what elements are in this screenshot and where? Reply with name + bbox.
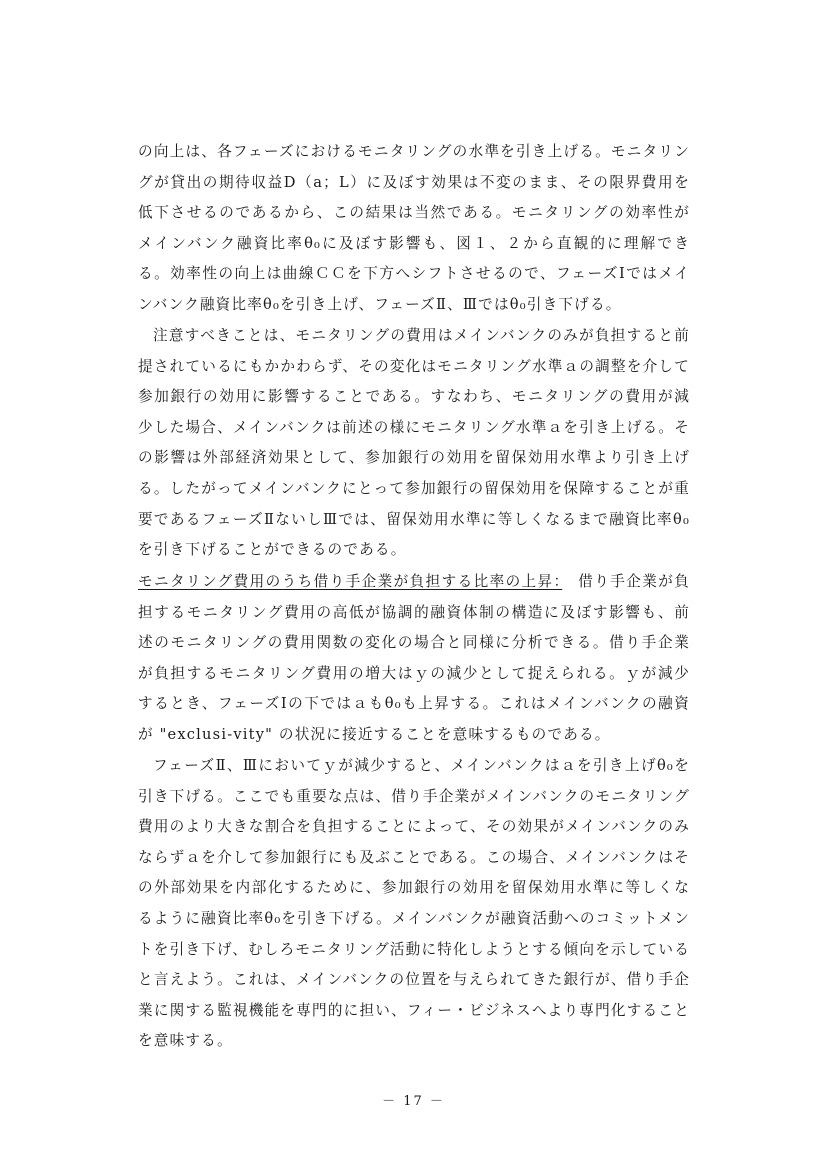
paragraph-body: 借り手企業が負担するモニタリング費用の高低が協調的融資体制の構造に及ぼす影響も、前述のモニタリングの費用関数の変化の場合と同様に分析できる。借り手企業が負担するモニタリング費用の増大はｙの減少として捉えられる。ｙが減少するとき、フェーズⅠの下ではａもθ₀も上昇する。これはメインバンクの融資が "exclusi-vity" の状況に接近することを意味するものである。	[138, 573, 691, 743]
paragraph-external-effect: 注意すべきことは、モニタリングの費用はメインバンクのみが負担すると前提されているにもかかわらず、その変化はモニタリング水準ａの調整を介して参加銀行の効用に影響することである。すなわち、モニタリングの費用が減少した場合、メインバンクは前述の様にモニタリング水準ａを引き上げる。その影響は外部経済効果として、参加銀行の効用を留保効用水準より引き上げる。したがってメインバンクにとって参加銀行の留保効用を保障することが重要であるフェーズⅡないしⅢでは、留保効用水準に等しくなるまで融資比率θ₀を引き下げることができるのである。	[138, 327, 690, 559]
paragraph-borrower-cost-share	[138, 567, 690, 751]
page-number: － 17 －	[382, 1094, 445, 1109]
paragraph-efficiency-effect: の向上は、各フェーズにおけるモニタリングの水準を引き上げる。モニタリングが貸出の期待収益D（a；L）に及ぼす効果は不変のまま、その限界費用を低下させるのであるから、この結果は当然である。モニタリングの効率性がメインバンク融資比率θ₀に及ぼす影響も、図１、２から直観的に理解できる。効率性の向上は曲線ＣＣを下方へシフトさせるので、フェーズⅠではメインバンク融資比率θ₀を引き上げ、フェーズⅡ、Ⅲではθ₀引き下げる。	[138, 143, 690, 313]
paragraph-phase-2-3: フェーズⅡ、Ⅲにおいてｙが減少すると、メインバンクはａを引き上げθ₀を引き下げる。ここでも重要な点は、借り手企業がメインバンクのモニタリング費用のより大きな割合を負担することによって、その効果がメインバンクのみならずａを介して参加銀行にも及ぶことである。この場合、メインバンクはその外部効果を内部化するために、参加銀行の効用を留保効用水準に等しくなるように融資比率θ₀を引き下げる。メインバンクが融資活動へのコミットメントを引き下げ、むしろモニタリング活動に特化しようとする傾向を示していると言えよう。これは、メインバンクの位置を与えられてきた銀行が、借り手企業に関する監視機能を専門的に担い、フィー・ビジネスへより専門化することを意味する。	[138, 757, 690, 1050]
section-heading: モニタリング費用のうち借り手企業が負担する比率の上昇：	[138, 573, 563, 590]
